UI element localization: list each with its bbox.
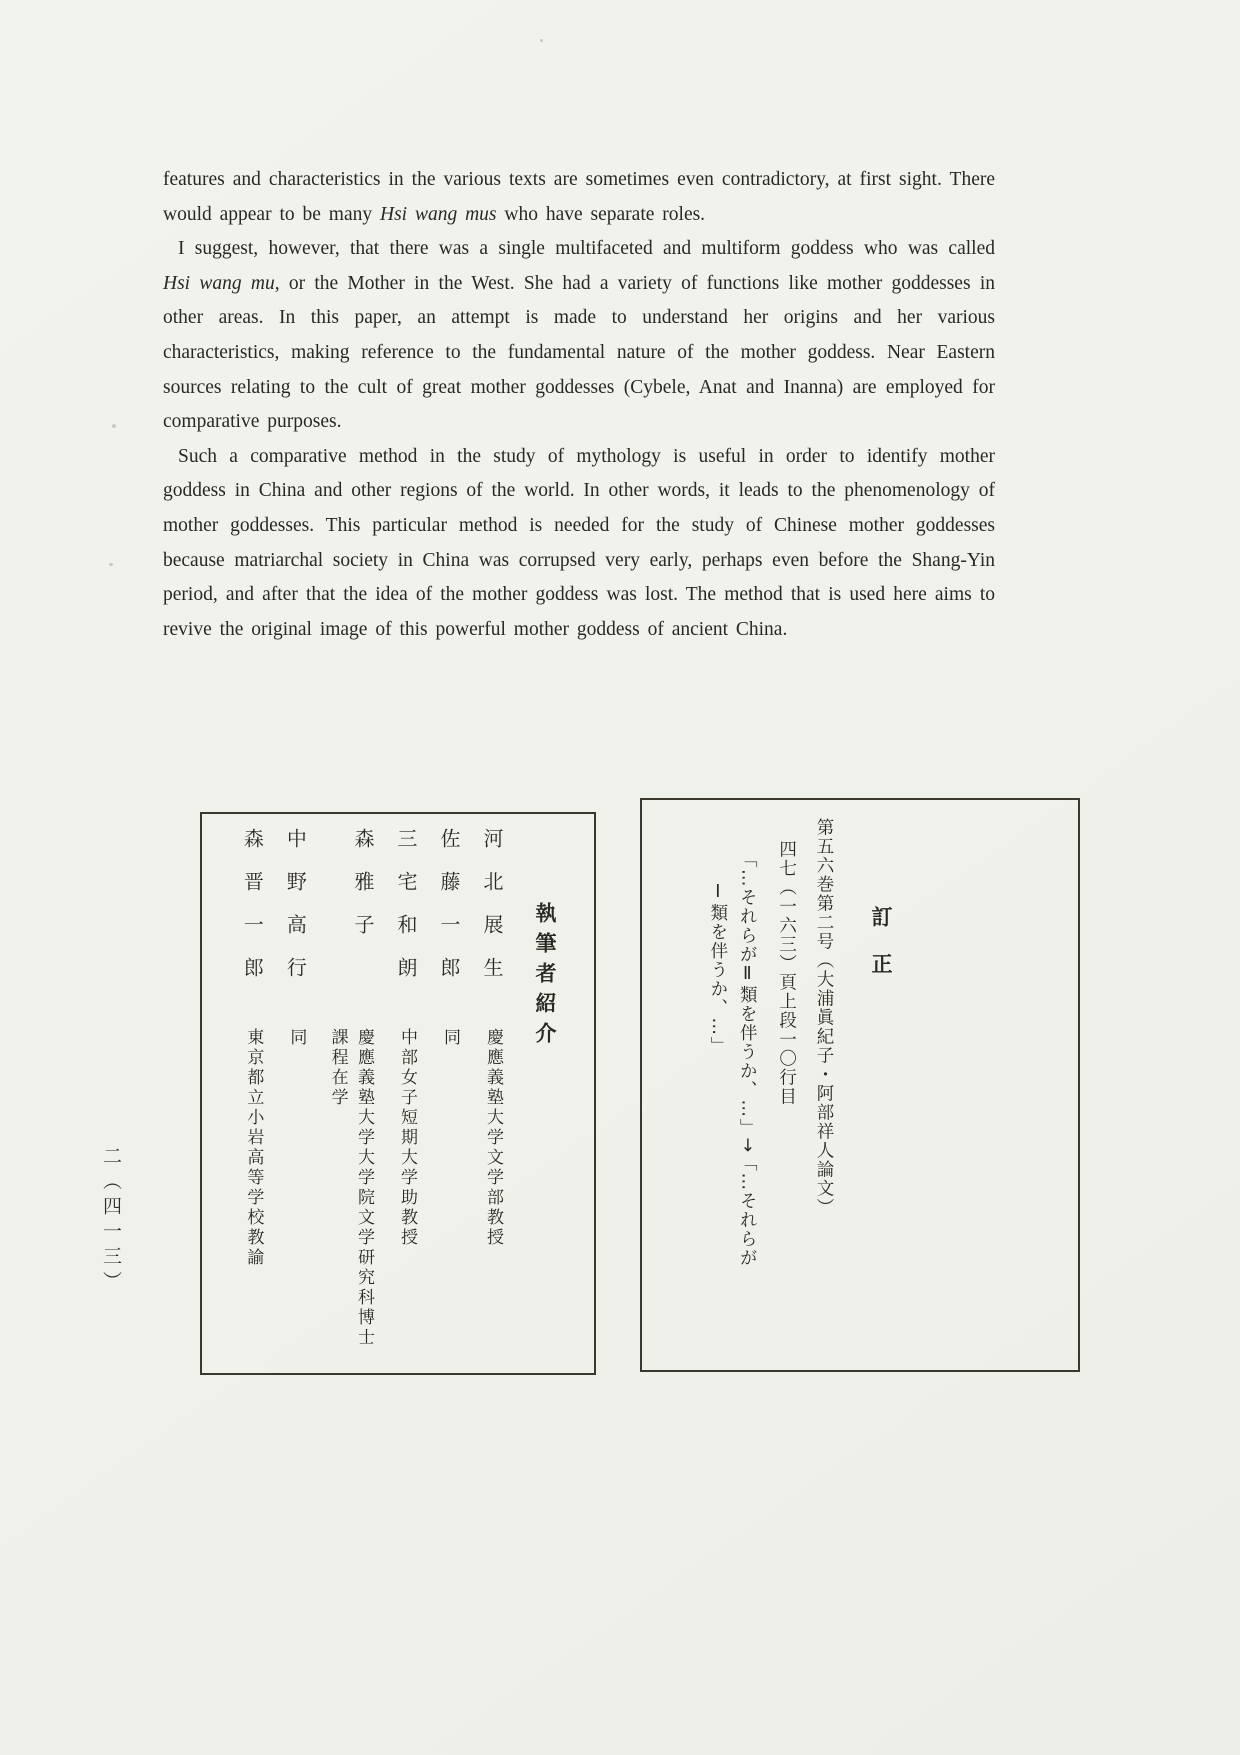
article-body	[163, 163, 995, 647]
contributor-entry	[281, 828, 309, 1359]
contributors-content	[220, 828, 576, 1359]
contributor-affiliation: 慶應義塾大学文学部教授	[483, 1028, 503, 1248]
contributor-name: 三宅和朗	[394, 828, 418, 1000]
contributor-affiliation: 慶應義塾大学大学院文学研究科博士課程在学	[327, 1028, 374, 1348]
contributor-name: 森晋一郎	[240, 828, 265, 1000]
contributor-affiliation: 東京都立小岩高等学校教諭	[243, 1028, 264, 1268]
correction-line: 第五六巻第二号（大浦眞紀子・阿部祥人論文）	[814, 818, 834, 1217]
contributor-entry	[478, 828, 506, 1359]
paragraph: Such a comparative method in the study of mythology is useful in order to identify mother goddess in China and other regions of the world. In other words, it leads to the phenomenology of mother goddesses. This particular method is needed for the study of Chinese mother goddesses because matriarchal society in China was corrupsed very early, perhaps even before the Shang-Yin period, and after that the idea of the mother goddess was lost. The method that is used here aims to revive the original image of this powerful mother goddess of ancient China.	[163, 445, 995, 640]
correction-line: 「…それらがⅡ類を伴うか、…」→「…それらが	[737, 850, 758, 1268]
paragraph: features and characteristics in the various texts are sometimes even contradictory, at first sight. There would appear to be many Hsi wang mus who have separate roles.	[163, 169, 995, 225]
contributor-affiliation: 同	[286, 1028, 307, 1048]
contributor-affiliation: 同	[440, 1028, 460, 1048]
correction-box	[640, 798, 1080, 1372]
scan-speck	[540, 39, 543, 42]
contributor-name: 中野高行	[283, 828, 308, 1000]
correction-box-title: 訂正	[869, 906, 893, 1000]
contributor-entry	[435, 828, 463, 1359]
scan-speck	[112, 424, 116, 428]
correction-content	[662, 818, 1058, 1352]
correction-line: Ⅰ類を伴うか、…」	[707, 882, 728, 1056]
margin-page-number: 二（四一三）	[100, 1146, 122, 1296]
correction-line: 四七（一六三）頁上段一〇行目	[776, 840, 797, 1106]
paragraph: I suggest, however, that there was a single multifaceted and multiform goddess who was called Hsi wang mu, or the Mother in the West. She had a variety of functions like mother goddesses in other areas. In this paper, an attempt is made to understand her origins and her various characteristics, making reference to the fundamental nature of the mother goddess. Near Eastern sources relating to the cult of great mother goddesses (Cybele, Anat and Inanna) are employed for comparative purposes.	[163, 238, 995, 433]
contributor-name: 佐藤一郎	[437, 828, 461, 1000]
contributors-box-title: 執筆者紹介	[533, 902, 557, 1052]
contributor-name: 森雅子	[351, 828, 375, 957]
contributors-box	[200, 812, 596, 1375]
contributor-entry	[392, 828, 420, 1359]
contributor-entry	[324, 828, 377, 1359]
scan-speck	[109, 563, 113, 566]
contributor-entry	[238, 828, 266, 1359]
contributor-name: 河北展生	[480, 828, 504, 1000]
contributor-affiliation: 中部女子短期大学助教授	[397, 1028, 417, 1248]
